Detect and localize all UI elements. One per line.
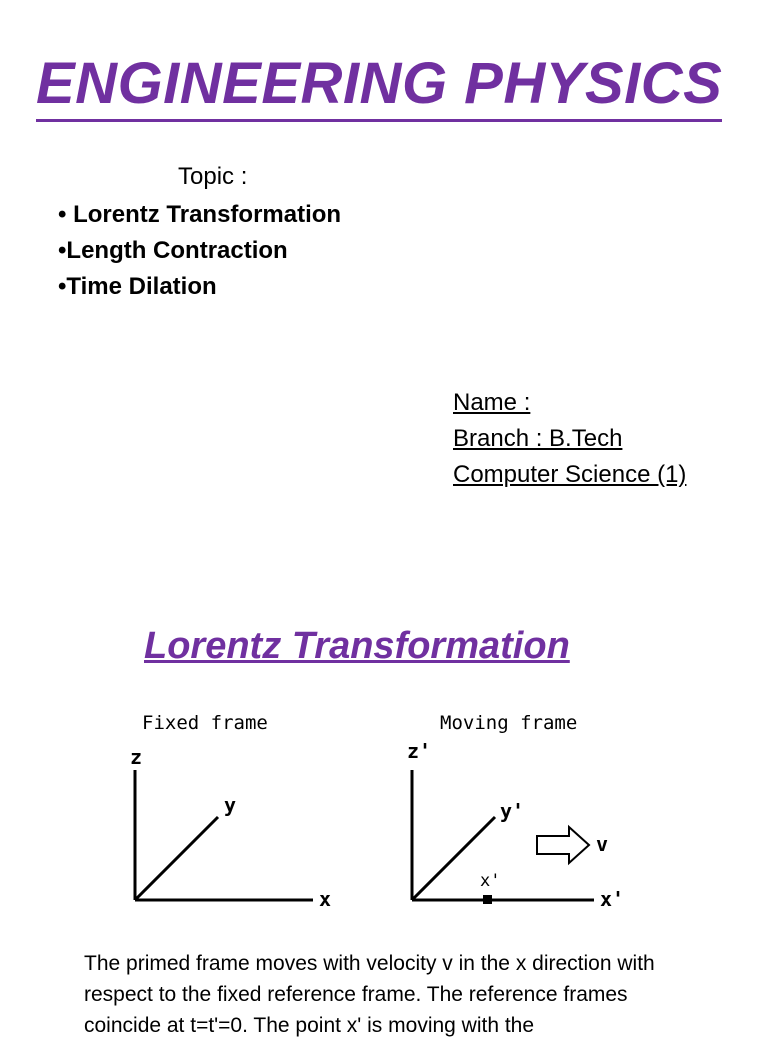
- topic-label: Topic :: [178, 163, 248, 190]
- moving-z-label: z': [407, 739, 432, 763]
- topic-list: [58, 197, 341, 305]
- fixed-frame-label: Fixed frame: [142, 712, 268, 734]
- point-label: x': [480, 871, 501, 891]
- arrow-icon: [537, 827, 589, 863]
- description-paragraph: The primed frame moves with velocity v in the x direction with respect to the fixed reference frame. The reference frames coincide at t=t'=0. The point x' is moving with the: [84, 952, 655, 1037]
- name-field: Name :: [453, 389, 531, 416]
- student-info: [453, 385, 686, 493]
- main-title: ENGINEERING PHYSICS: [36, 52, 722, 122]
- fixed-y-axis: [135, 817, 218, 900]
- branch-field: Branch : B.Tech: [453, 425, 623, 452]
- fixed-z-label: z: [130, 745, 143, 769]
- fixed-x-label: x: [319, 887, 332, 911]
- moving-y-label: y': [500, 799, 525, 823]
- moving-frame-label: Moving frame: [440, 712, 578, 734]
- velocity-label: v: [596, 832, 609, 856]
- slide-title: Lorentz Transformation: [144, 625, 570, 667]
- moving-frame-axes: [407, 739, 624, 911]
- velocity-arrow: [537, 827, 608, 863]
- topic-item-time: •Time Dilation: [58, 273, 217, 300]
- moving-x-label: x': [600, 887, 625, 911]
- frames-diagram: [0, 586, 768, 926]
- topic-item-length: •Length Contraction: [58, 237, 288, 264]
- topic-item-lorentz: • Lorentz Transformation: [58, 201, 342, 228]
- fixed-frame-axes: [130, 745, 331, 911]
- point-marker: [483, 895, 492, 904]
- fixed-y-label: y: [224, 793, 237, 817]
- lorentz-slide: [0, 586, 768, 1037]
- course-field: Computer Science (1): [453, 461, 687, 488]
